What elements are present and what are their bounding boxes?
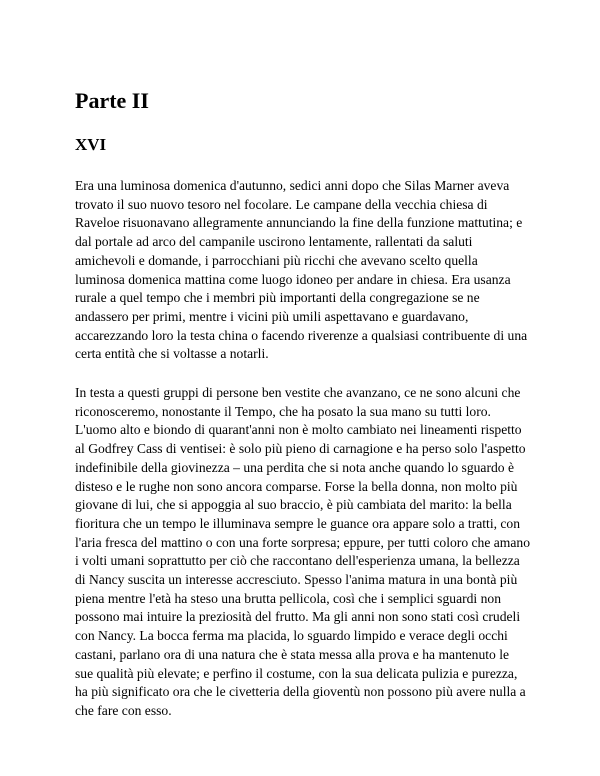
chapter-title: XVI bbox=[75, 135, 107, 154]
paragraph: In testa a questi gruppi di persone ben vestite che avanzano, ce ne sono alcuni che riconosceremo, nonostante il Tempo, che ha posato la sua mano su tutti loro. L'uomo alto e biondo di quarant'anni non è molto cambiato nei lineamenti rispetto al Godfrey Cass di ventisei: è solo più pieno di carnagione e ha perso solo l'aspetto indefinibile della giovinezza – una perdita che si nota anche quando lo sguardo è disteso e le rughe non sono ancora comparse. Forse la bella donna, non molto più giovane di lui, che si appoggia al suo braccio, è più cambiata del marito: la bella fioritura che un tempo le illuminava sempre le guance ora appare solo a tratti, con l'aria fresca del mattino o con una forte sorpresa; eppure, per tutti coloro che amano i volti umani soprattutto per ciò che raccontano dell'esperienza umana, la bellezza di Nancy suscita un interesse accresciuto. Spesso l'anima matura in una bontà più piena mentre l'età ha steso una brutta pellicola, così che i semplici sguardi non possono mai intuire la preziosità del frutto. Ma gli anni non sono stati così crudeli con Nancy. La bocca ferma ma placida, lo sguardo limpido e verace degli occhi castani, parlano ora di una natura che è stata messa alla prova e ha mantenuto le sue qualità più elevate; e perfino il costume, con la sua delicata pulizia e purezza, ha più significato ora che le civetteria della gioventù non possono più avere nulla a che fare con esso. bbox=[75, 385, 531, 718]
part-title: Parte II bbox=[75, 88, 149, 113]
body-text bbox=[75, 177, 530, 721]
paragraph: Era una luminosa domenica d'autunno, sedici anni dopo che Silas Marner aveva trovato il suo nuovo tesoro nel focolare. Le campane della vecchia chiesa di Raveloe risuonavano allegramente annunciando la fine della funzione mattutina; e dal portale ad arco del campanile uscirono lentamente, rallentati da saluti amichevoli e domande, i parrocchiani più ricchi che avevano scelto quella luminosa domenica mattina come luogo idoneo per andare in chiesa. Era usanza rurale a quel tempo che i membri più importanti della congregazione se ne andassero per primi, mentre i vicini più umili aspettavano e guardavano, accarezzando loro la testa china o facendo riverenze a qualsiasi contribuente di una certa entità che si voltasse a notarli. bbox=[75, 178, 528, 362]
document-page bbox=[75, 88, 530, 741]
